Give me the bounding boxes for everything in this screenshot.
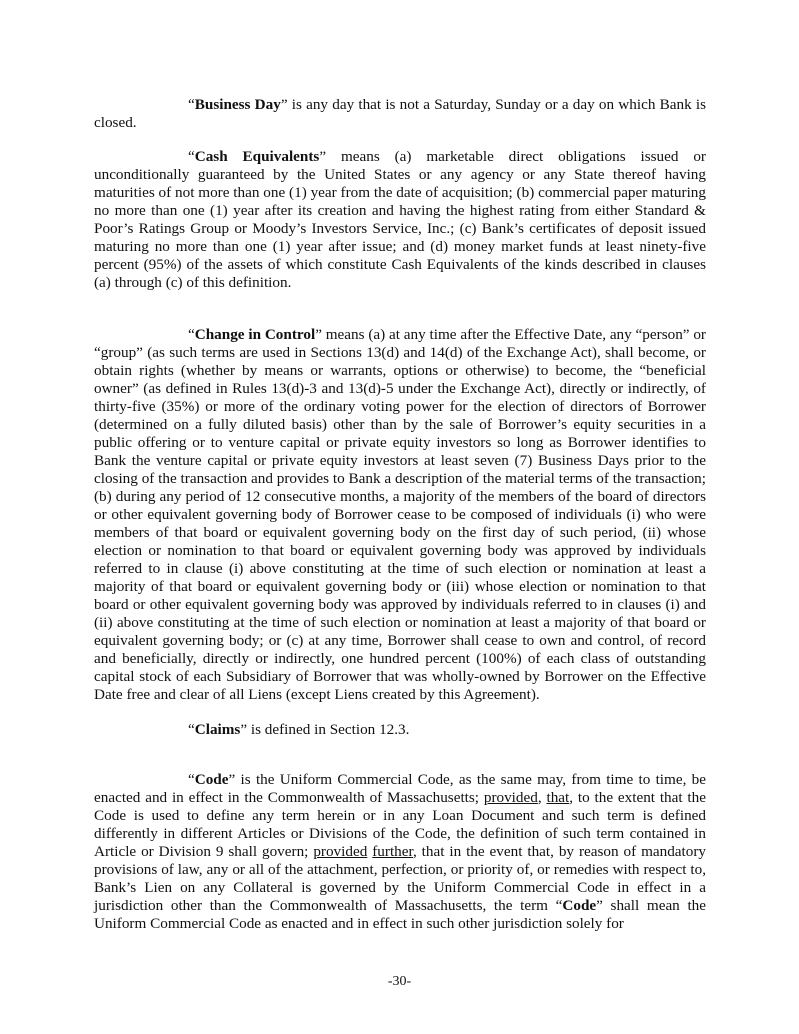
definition-claims [94, 721, 706, 739]
definition-text: ” means (a) at any time after the Effective Date, any “person” or “group” (as such terms are used in Sections 13(d) and 14(d) of the Exchange Act), shall become, or obtain rights (whether by means or warrants, options or otherwise) to become, the “beneficial owner” (as defined in Rules 13(d)-3 and 13(d)-5 under the Exchange Act), directly or indirectly, of thirty-five (35%) or more of the ordinary voting power for the election of directors of Borrower (determined on a fully diluted basis) other than by the sale of Borrower’s equity securities in a public offering or to venture capital or private equity investors so long as Borrower identifies to Bank the venture capital or private equity investors at least seven (7) Business Days prior to the closing of the transaction and provides to Bank a description of the material terms of the transaction; (b) during any period of 12 consecutive months, a majority of the members of the board of directors or other equivalent governing body of Borrower cease to be composed of individuals (i) who were members of that board or equivalent governing body on the first day of such period, (ii) whose election or nomination to that board or equivalent governing body was approved by individuals referred to in clause (i) above constituting at the time of such election or nomination at least a majority of that board or equivalent governing body or (iii) whose election or nomination to that board or other equivalent governing body was approved by individuals referred to in clauses (i) and (ii) above constituting at the time of such election or nomination at least a majority of that board or equivalent governing body; or (c) at any time, Borrower shall cease to own and control, of record and beneficially, directly or indirectly, one hundred percent (100%) of each class of outstanding capital stock of each Subsidiary of Borrower that was wholly-owned by Borrower on the Effective Date free and clear of all Liens (except Liens created by this Agreement). [94, 326, 706, 703]
page-number: -30- [387, 974, 412, 989]
definition-text: , that in the event that, by reason of mandatory provisions of law, any or all of the attachment, perfection, or priority of, or remedies with respect to, Bank’s Lien on any Collateral is governed by the Uniform Commercial Code in effect in a jurisdiction other than the Commonwealth of Massachusetts, the term “ [94, 843, 707, 914]
defined-term: Claims [194, 721, 241, 738]
definition-code [94, 771, 706, 933]
open-quote: “ [188, 148, 195, 165]
defined-term: Code [194, 771, 229, 788]
underlined-provided: provided [313, 843, 368, 860]
defined-term: Business Day [194, 96, 281, 113]
open-quote: “ [188, 326, 195, 343]
definition-change-in-control [94, 326, 706, 704]
definition-text: ” means (a) marketable direct obligations issued or unconditionally guaranteed by the United States or any agency or any State thereof having maturities of not more than one (1) year from the date of acquisition; (b) commercial paper maturing no more than one (1) year after its creation and having the highest rating from either Standard & Poor’s Ratings Group or Moody’s Investors Service, Inc.; (c) Bank’s certificates of deposit issued maturing no more than one (1) year after issue; and (d) money market funds at least ninety-five percent (95%) of the assets of which constitute Cash Equivalents of the kinds described in clauses (a) through (c) of this definition. [94, 148, 706, 291]
underlined-provided: provided [483, 789, 538, 806]
definition-text: ” shall mean the Uniform Commercial Code as enacted and in effect in such other jurisdiction solely for [94, 897, 706, 932]
defined-term: Change in Control [194, 326, 316, 343]
underlined-further: further [372, 843, 413, 860]
underlined-that: that [546, 789, 570, 806]
definition-business-day [94, 96, 706, 132]
open-quote: “ [188, 771, 195, 788]
defined-term: Cash Equivalents [194, 148, 320, 165]
open-quote: “ [188, 721, 195, 738]
definition-cash-equivalents [94, 148, 706, 292]
defined-term: Code [562, 897, 597, 914]
definition-text: ” is the Uniform Commercial Code, as the same may, from time to time, be enacted and in effect in the Commonwealth of Massachusetts; [94, 771, 706, 806]
definition-text: , [537, 789, 547, 806]
definition-text: ” is defined in Section 12.3. [240, 721, 410, 738]
open-quote: “ [188, 96, 195, 113]
definition-text: ” is any day that is not a Saturday, Sunday or a day on which Bank is closed. [94, 96, 706, 131]
definition-text: , to the extent that the Code is used to define any term herein or in any Loan Document and such term is defined differently in different Articles or Divisions of the Code, the definition of such term contained in Article or Division 9 shall govern; [94, 789, 706, 860]
